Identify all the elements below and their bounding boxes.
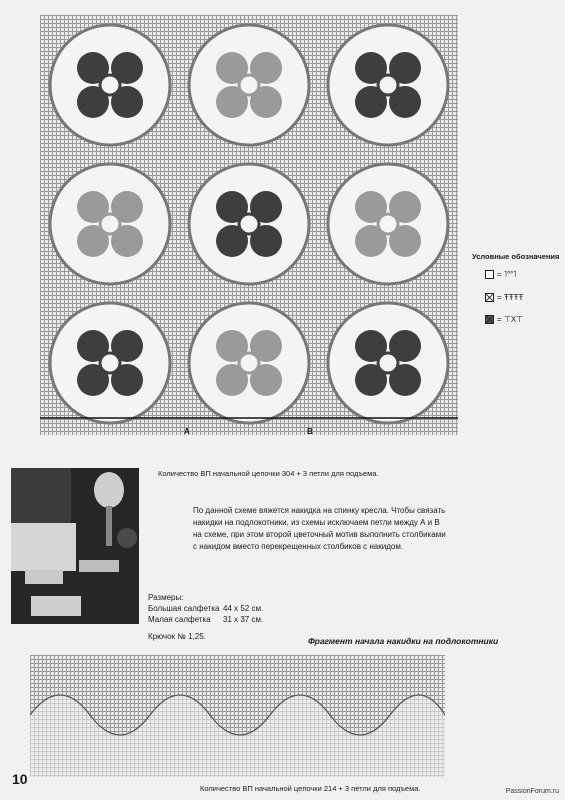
- fragment-crochet-chart: [30, 655, 445, 777]
- motif-center: [239, 214, 259, 234]
- description-line: накидки на подлокотники, из схемы исключаем петли между А и В: [193, 518, 440, 527]
- description-line: на схеме, при этом второй цветочный мотив выполнить столбиками: [193, 530, 446, 539]
- description-line: с накидом вместо перекрещенных столбиков с накидом.: [193, 542, 404, 551]
- marker-b: B: [307, 427, 313, 436]
- fragment-title: Фрагмент начала накидки на подлокотники: [308, 636, 499, 646]
- marker-a: A: [184, 427, 190, 436]
- size-value-large: 44 x 52 см.: [223, 604, 264, 613]
- size-value-small: 31 x 37 см.: [223, 615, 264, 624]
- motif-center: [239, 353, 259, 373]
- size-label-large: Большая салфетка: [148, 604, 220, 613]
- legend-title: Условные обозначения: [472, 252, 560, 261]
- legend-meaning: = ŦŦŦŦ: [497, 293, 524, 302]
- description: [193, 505, 493, 553]
- fragment-caption: Количество ВП начальной цепочки 214 + 3 петли для подъема.: [200, 784, 421, 793]
- armchair-photo: [11, 468, 139, 624]
- motif-center: [239, 75, 259, 95]
- motif-layer: [40, 15, 458, 435]
- main-crochet-chart: [40, 15, 458, 435]
- empty-cell-icon: [485, 270, 494, 279]
- motif-center: [100, 214, 120, 234]
- motif-center: [100, 75, 120, 95]
- motif-center: [378, 75, 398, 95]
- watermark: PassionForum.ru: [505, 788, 559, 795]
- legend-meaning: = ⊤X⊤: [497, 315, 524, 324]
- hook-size: Крючок № 1,25.: [148, 632, 206, 641]
- motif-center: [100, 353, 120, 373]
- description-line: По данной схеме вяжется накидка на спинку кресла. Чтобы связать: [193, 506, 446, 515]
- motif-center: [378, 214, 398, 234]
- size-label-small: Малая салфетка: [148, 615, 211, 624]
- motif-center: [378, 353, 398, 373]
- legend-item-filled: [485, 315, 523, 324]
- legend-item-crossed: [485, 293, 523, 302]
- legend-meaning: = ˥°°˥: [497, 270, 517, 279]
- crossed-cell-icon: [485, 293, 494, 302]
- legend-item-empty: [485, 270, 516, 279]
- filled-crossed-cell-icon: [485, 315, 494, 324]
- sizes-block: [148, 592, 263, 625]
- sizes-title: Размеры:: [148, 593, 184, 602]
- main-chart-caption: Количество ВП начальной цепочки 304 + 3 петли для подъема.: [158, 469, 379, 478]
- page-number: 10: [12, 771, 28, 787]
